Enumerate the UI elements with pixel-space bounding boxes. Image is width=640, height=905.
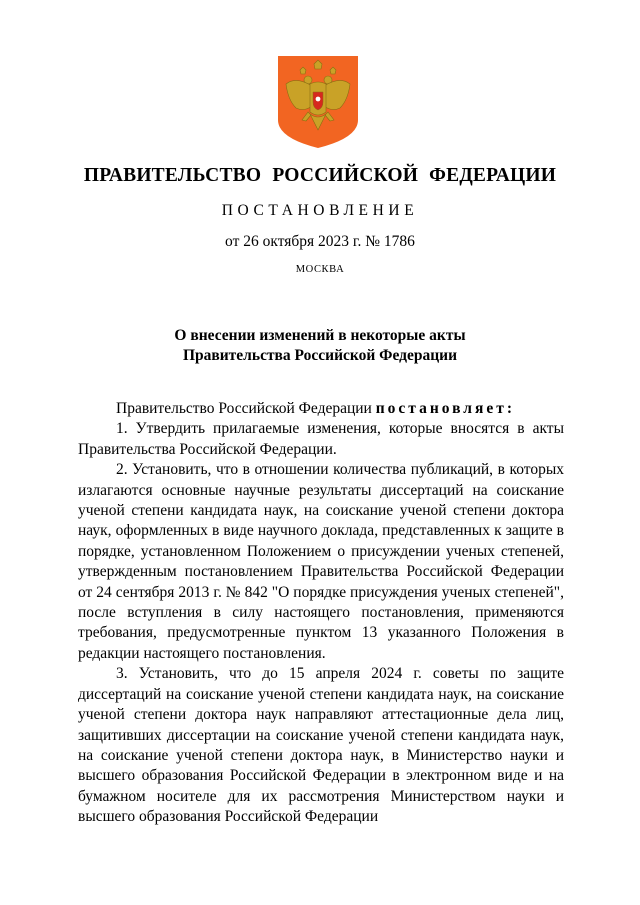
preamble-verb: постановляет: bbox=[375, 400, 516, 417]
paragraph-1: 1. Утвердить прилагаемые изменения, которые вносятся в акты Правительства Российской Федерации. bbox=[78, 420, 564, 458]
document-city: МОСКВА bbox=[295, 264, 345, 275]
document-subject bbox=[0, 326, 640, 366]
subject-line-1: О внесении изменений в некоторые акты bbox=[174, 327, 466, 344]
preamble-text: Правительство Российской Федерации bbox=[116, 400, 376, 417]
document-body bbox=[78, 399, 564, 828]
document-date-number: от 26 октября 2023 г. № 1786 bbox=[225, 233, 415, 250]
subject-line-2: Правительства Российской Федерации bbox=[182, 347, 458, 364]
paragraph-3: 3. Установить, что до 15 апреля 2024 г. советы по защите диссертаций на соискание ученой степени кандидата наук, на соискание ученой степени доктора наук направляют аттестационные дела лиц, защитивших диссертации на соискание ученой степени кандидата наук, на соискание ученой степени доктора наук, в Министерство науки и высшего образования Российской Федерации в электронном виде и на бумажном носителе для их рассмотрения Министерством науки и высшего образования Российской Федерации bbox=[78, 665, 564, 826]
paragraph-2: 2. Установить, что в отношении количества публикаций, в которых излагаются основные научные результаты диссертаций на соискание ученой степени кандидата наук, на соискание ученой степени доктора наук, оформленных в виде научного доклада, представленных к защите в порядке, установленном Положением о присуждении ученых степеней, утвержденным постановлением Правительства Российской Федерации от 24 сентября 2013 г. № 842 "О порядке присуждения ученых степеней", после вступления в силу настоящего постановления, применяются требования, предусмотренные пунктом 13 указанного Положения в редакции настоящего постановления. bbox=[78, 461, 564, 662]
preamble bbox=[78, 399, 564, 419]
document-type: ПОСТАНОВЛЕНИЕ bbox=[221, 202, 419, 219]
government-name: ПРАВИТЕЛЬСТВО РОССИЙСКОЙ ФЕДЕРАЦИИ bbox=[83, 165, 557, 186]
russian-coat-of-arms-icon bbox=[278, 56, 358, 148]
